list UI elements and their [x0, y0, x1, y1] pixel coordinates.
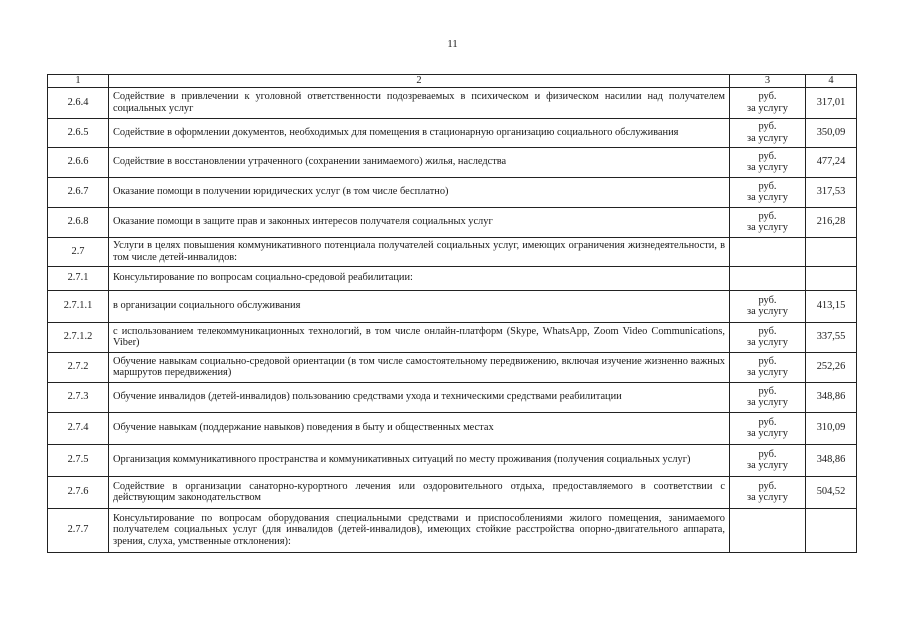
unit-line-2: за услугу [747, 428, 788, 440]
row-code: 2.7.5 [48, 444, 109, 476]
table-row [48, 444, 857, 476]
unit-line-1: руб. [758, 355, 777, 367]
row-code: 2.6.5 [48, 118, 109, 147]
table-row [48, 382, 857, 412]
table-row [48, 207, 857, 237]
row-service-name: Оказание помощи в получении юридических услуг (в том числе бесплатно) [109, 177, 730, 207]
unit-line-2: за услугу [747, 132, 788, 144]
row-code: 2.7.4 [48, 412, 109, 444]
row-service-name: Оказание помощи в защите прав и законных интересов получателя социальных услуг [109, 207, 730, 237]
header-col-3: 3 [730, 75, 806, 88]
row-unit [730, 177, 806, 207]
row-price: 317,01 [806, 87, 857, 118]
row-service-name: Консультирование по вопросам социально-средовой реабилитации: [109, 266, 730, 290]
unit-line-1: руб. [758, 385, 777, 397]
table-row [48, 237, 857, 266]
row-code: 2.6.6 [48, 147, 109, 177]
row-code: 2.6.4 [48, 87, 109, 118]
table-row [48, 87, 857, 118]
unit-line-1: руб. [758, 180, 777, 192]
row-unit [730, 508, 806, 552]
row-price: 310,09 [806, 412, 857, 444]
row-unit [730, 87, 806, 118]
row-code: 2.6.8 [48, 207, 109, 237]
row-service-name: Содействие в привлечении к уголовной ответственности подозреваемых в психическом и физическом насилии над получателем социальных услуг [109, 87, 730, 118]
unit-line-1: руб. [758, 294, 777, 306]
row-unit [730, 237, 806, 266]
row-price: 348,86 [806, 444, 857, 476]
row-code: 2.7.1 [48, 266, 109, 290]
row-code: 2.7 [48, 237, 109, 266]
row-unit [730, 444, 806, 476]
row-code: 2.7.6 [48, 476, 109, 508]
unit-line-2: за услугу [747, 222, 788, 234]
unit-line-1: руб. [758, 91, 777, 103]
unit-line-2: за услугу [747, 192, 788, 204]
row-unit [730, 322, 806, 352]
row-price: 477,24 [806, 147, 857, 177]
table-row [48, 508, 857, 552]
row-code: 2.7.2 [48, 352, 109, 382]
row-unit [730, 118, 806, 147]
row-service-name: Организация коммуникативного пространства и коммуникативных ситуаций по месту проживания (получения социальных услуг) [109, 444, 730, 476]
table-row [48, 412, 857, 444]
row-service-name: Содействие в организации санаторно-курортного лечения или оздоровительного отдыха, предоставляемого в соответствии с действующим законодательством [109, 476, 730, 508]
row-code: 2.7.1.2 [48, 322, 109, 352]
unit-line-1: руб. [758, 210, 777, 222]
row-code: 2.6.7 [48, 177, 109, 207]
page-number: 11 [447, 38, 458, 50]
row-service-name: с использованием телекоммуникационных технологий, в том числе онлайн-платформ (Skype, WhatsApp, Zoom Video Communications, Viber) [109, 322, 730, 352]
row-unit [730, 352, 806, 382]
unit-line-1: руб. [758, 416, 777, 428]
row-price [806, 266, 857, 290]
row-price: 337,55 [806, 322, 857, 352]
row-unit [730, 266, 806, 290]
table-row [48, 322, 857, 352]
unit-line-2: за услугу [747, 162, 788, 174]
row-unit [730, 382, 806, 412]
table-header [48, 75, 857, 88]
unit-line-2: за услугу [747, 337, 788, 349]
row-unit [730, 290, 806, 322]
row-price: 216,28 [806, 207, 857, 237]
header-row [48, 75, 857, 88]
header-col-1: 1 [48, 75, 109, 88]
unit-line-1: руб. [758, 480, 777, 492]
row-service-name: Обучение навыкам (поддержание навыков) поведения в быту и общественных местах [109, 412, 730, 444]
row-price: 252,26 [806, 352, 857, 382]
unit-line-1: руб. [758, 121, 777, 133]
unit-line-2: за услугу [747, 102, 788, 114]
table-row [48, 147, 857, 177]
unit-line-2: за услугу [747, 460, 788, 472]
row-unit [730, 412, 806, 444]
table-row [48, 352, 857, 382]
services-price-table [47, 74, 857, 553]
table-row [48, 476, 857, 508]
row-service-name: Содействие в восстановлении утраченного (сохранении занимаемого) жилья, наследства [109, 147, 730, 177]
row-service-name: Обучение инвалидов (детей-инвалидов) пользованию средствами ухода и техническими средствами реабилитации [109, 382, 730, 412]
table-row [48, 118, 857, 147]
header-col-2: 2 [109, 75, 730, 88]
unit-line-2: за услугу [747, 367, 788, 379]
row-service-name: Содействие в оформлении документов, необходимых для помещения в стационарную организацию социального обслуживания [109, 118, 730, 147]
row-unit [730, 147, 806, 177]
unit-line-1: руб. [758, 150, 777, 162]
row-service-name: Консультирование по вопросам оборудования специальными средствами и приспособлениями жилого помещения, занимаемого получателем социальных услуг (для инвалидов (детей-инвалидов), имеющих стойкие расстройства опорно-двигательного аппарата, зрения, слуха, умственные отклонения): [109, 508, 730, 552]
unit-line-2: за услугу [747, 306, 788, 318]
row-price: 504,52 [806, 476, 857, 508]
row-unit [730, 476, 806, 508]
table-row [48, 177, 857, 207]
row-unit [730, 207, 806, 237]
table-row [48, 266, 857, 290]
unit-line-2: за услугу [747, 397, 788, 409]
unit-line-1: руб. [758, 325, 777, 337]
row-price: 413,15 [806, 290, 857, 322]
header-col-4: 4 [806, 75, 857, 88]
row-service-name: Услуги в целях повышения коммуникативного потенциала получателей социальных услуг, имеющих ограничения жизнедеятельности, в том числе детей-инвалидов: [109, 237, 730, 266]
table-body [48, 87, 857, 552]
row-price [806, 508, 857, 552]
row-service-name: в организации социального обслуживания [109, 290, 730, 322]
row-price: 350,09 [806, 118, 857, 147]
row-service-name: Обучение навыкам социально-средовой ориентации (в том числе самостоятельному передвижению, включая изучение жизненно важных маршрутов передвижения) [109, 352, 730, 382]
table-row [48, 290, 857, 322]
row-code: 2.7.7 [48, 508, 109, 552]
row-code: 2.7.3 [48, 382, 109, 412]
row-code: 2.7.1.1 [48, 290, 109, 322]
row-price [806, 237, 857, 266]
row-price: 348,86 [806, 382, 857, 412]
unit-line-2: за услугу [747, 492, 788, 504]
row-price: 317,53 [806, 177, 857, 207]
unit-line-1: руб. [758, 448, 777, 460]
